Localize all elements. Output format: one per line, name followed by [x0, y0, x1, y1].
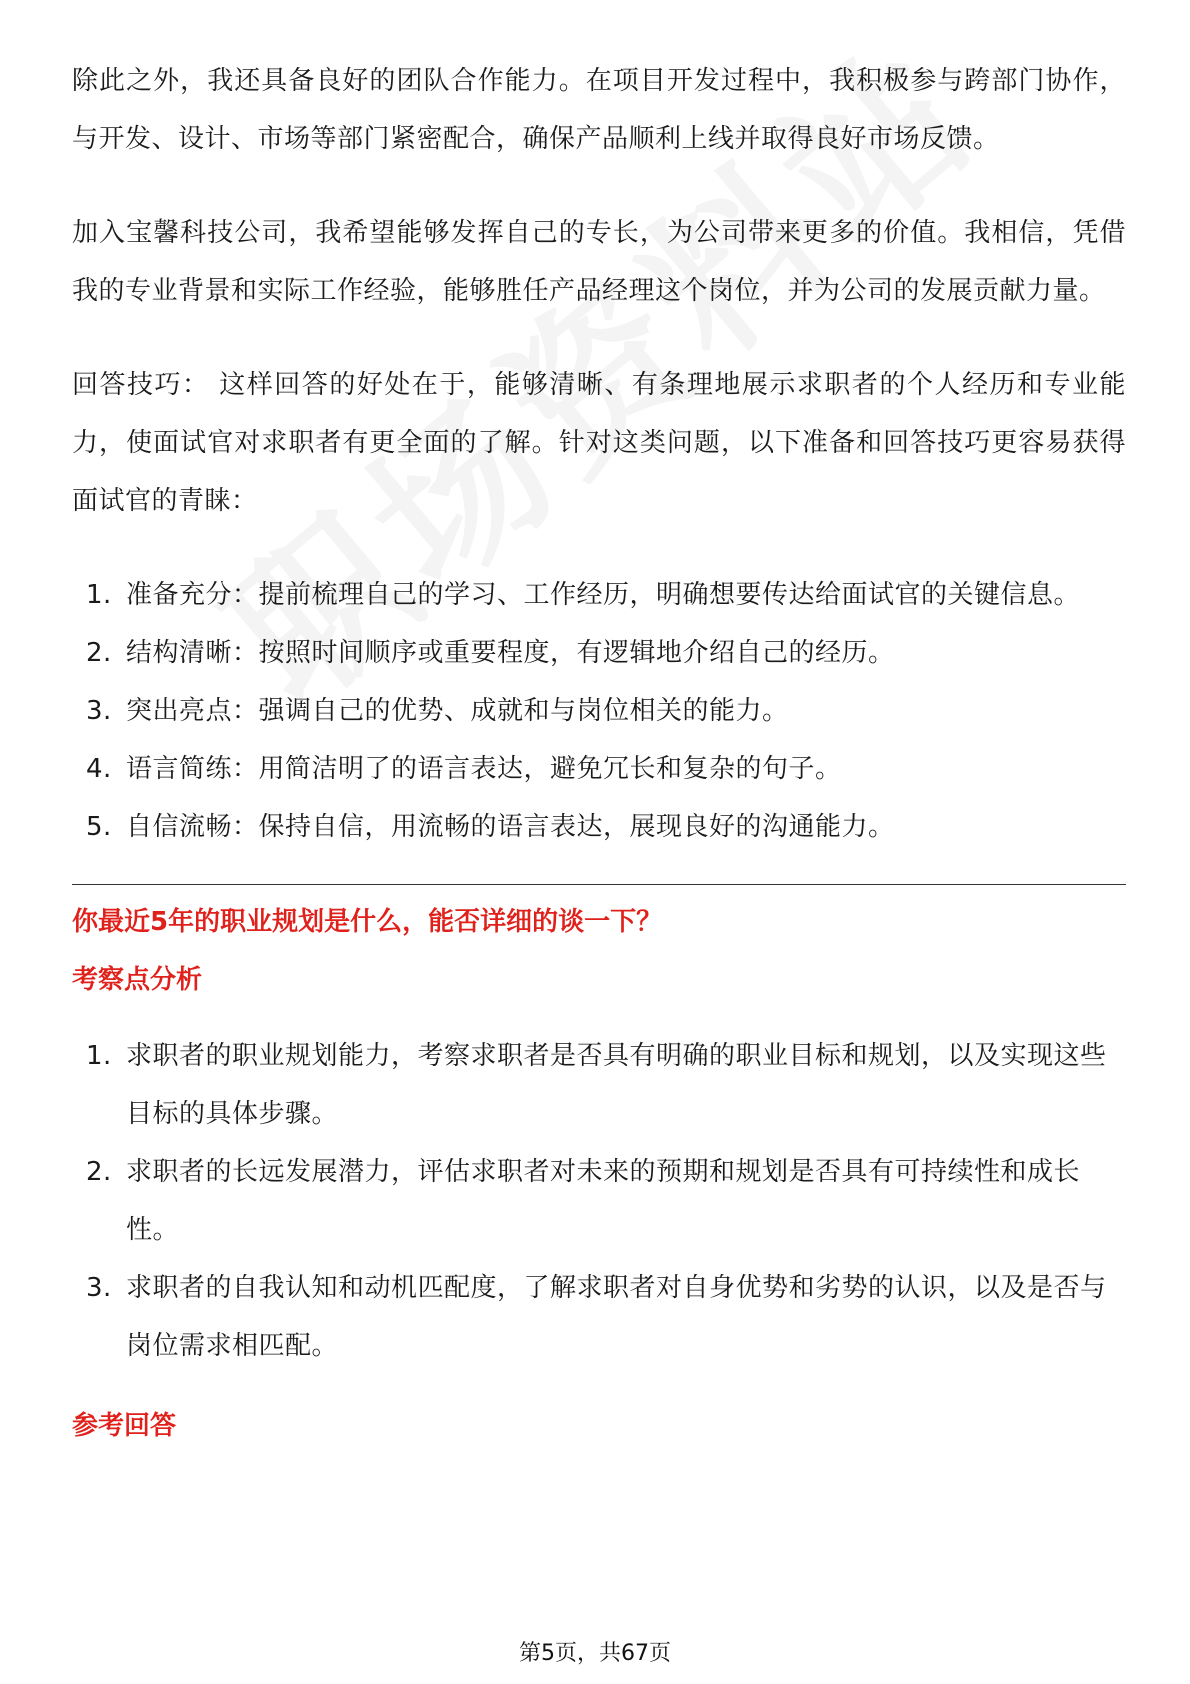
list-number: 2.	[86, 638, 112, 668]
analysis-heading: 考察点分析	[72, 965, 203, 995]
list-number: 1.	[86, 580, 112, 610]
list-number: 3.	[86, 696, 112, 726]
list-item-text: 语言简练：用简洁明了的语言表达，避免冗长和复杂的句子。	[126, 754, 842, 784]
list-item	[72, 798, 1126, 856]
list-item	[72, 1259, 1126, 1375]
document-page	[72, 52, 1126, 1455]
list-item	[72, 682, 1126, 740]
list-item-text: 求职者的职业规划能力，考察求职者是否具有明确的职业目标和规划，以及实现这些目标的具体步骤。	[126, 1041, 1107, 1129]
paragraph-answer-tips: 回答技巧： 这样回答的好处在于，能够清晰、有条理地展示求职者的个人经历和专业能力，使面试官对求职者有更全面的了解。针对这类问题，以下准备和回答技巧更容易获得面试官的青睐：	[72, 370, 1126, 516]
paragraph-join-company: 加入宝馨科技公司，我希望能够发挥自己的专长，为公司带来更多的价值。我相信，凭借我的专业背景和实际工作经验，能够胜任产品经理这个岗位，并为公司的发展贡献力量。	[72, 218, 1126, 306]
list-number: 1.	[86, 1041, 112, 1071]
section-divider	[72, 884, 1126, 885]
paragraph-teamwork: 除此之外，我还具备良好的团队合作能力。在项目开发过程中，我积极参与跨部门协作，与开发、设计、市场等部门紧密配合，确保产品顺利上线并取得良好市场反馈。	[72, 66, 1126, 154]
list-item-text: 自信流畅：保持自信，用流畅的语言表达，展现良好的沟通能力。	[126, 812, 895, 842]
list-number: 2.	[86, 1157, 112, 1187]
list-item-text: 准备充分：提前梳理自己的学习、工作经历，明确想要传达给面试官的关键信息。	[126, 580, 1081, 610]
list-number: 3.	[86, 1273, 112, 1303]
question-heading: 你最近5年的职业规划是什么，能否详细的谈一下？	[72, 907, 663, 937]
list-item-text: 求职者的长远发展潜力，评估求职者对未来的预期和规划是否具有可持续性和成长性。	[126, 1157, 1081, 1245]
reference-answer-heading: 参考回答	[72, 1411, 177, 1441]
list-item-text: 结构清晰：按照时间顺序或重要程度，有逻辑地介绍自己的经历。	[126, 638, 895, 668]
list-item	[72, 1027, 1126, 1143]
tips-list	[72, 566, 1126, 856]
page-footer: 第5页，共67页	[519, 1641, 671, 1666]
list-item	[72, 624, 1126, 682]
list-item	[72, 1143, 1126, 1259]
list-item-text: 突出亮点：强调自己的优势、成就和与岗位相关的能力。	[126, 696, 789, 726]
list-number: 5.	[86, 812, 112, 842]
list-item	[72, 566, 1126, 624]
list-number: 4.	[86, 754, 112, 784]
list-item	[72, 740, 1126, 798]
analysis-list	[72, 1027, 1126, 1375]
list-item-text: 求职者的自我认知和动机匹配度，了解求职者对自身优势和劣势的认识，以及是否与岗位需求相匹配。	[126, 1273, 1107, 1361]
